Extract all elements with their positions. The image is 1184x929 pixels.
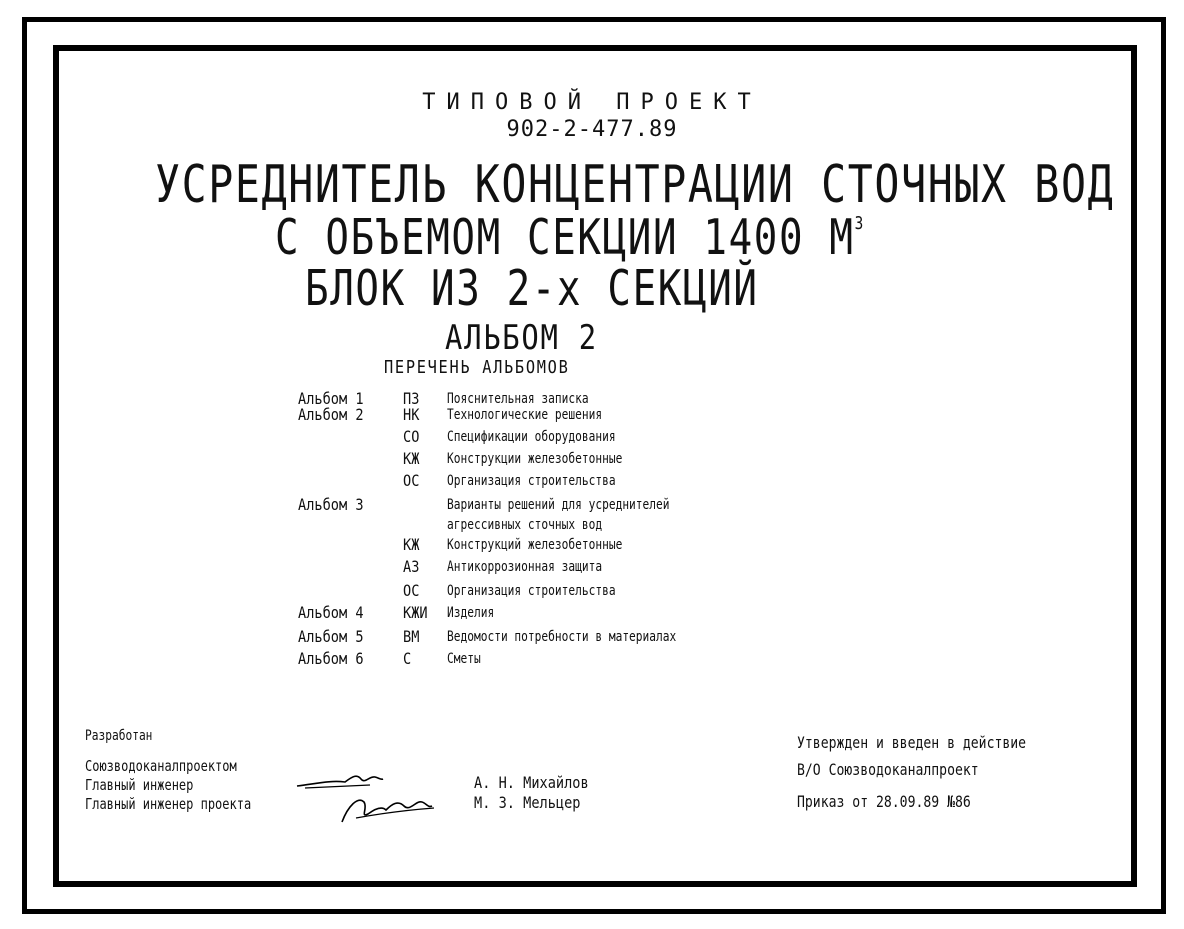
album-item-name: Организация строительства (447, 473, 616, 489)
album-label: Альбом 2 (298, 405, 364, 424)
album-code: С (403, 649, 412, 668)
album-label: Альбом 3 (298, 495, 364, 514)
title-line-2-text: С ОБЪЕМОМ СЕКЦИИ 1400 М (275, 209, 855, 266)
album-code: СО (403, 427, 420, 446)
album-item-name: Антикоррозионная защита (447, 559, 603, 575)
chief-project-engineer-title: Главный инженер проекта (85, 795, 252, 813)
album-code: ВМ (403, 627, 420, 646)
album-code: НК (403, 405, 420, 424)
album-code: КЖ (403, 449, 420, 468)
album-item-name: Ведомости потребности в материалах (447, 629, 677, 645)
album-item-name: Изделия (447, 605, 495, 621)
album-code: АЗ (403, 557, 420, 576)
album-item-name: Сметы (447, 651, 481, 667)
album-item-name: Конструкций железобетонные (447, 537, 623, 553)
album-label: Альбом 6 (298, 649, 364, 668)
title-line-1: УСРЕДНИТЕЛЬ КОНЦЕНТРАЦИИ СТОЧНЫХ ВОД (155, 155, 1115, 215)
signature-chief-project-engineer (338, 788, 438, 828)
approval-line-3: Приказ от 28.09.89 №86 (797, 792, 971, 811)
developer-organization: Союзводоканалпроектом (85, 757, 237, 775)
approval-line-2: В/О Союзводоканалпроект (797, 760, 979, 779)
title-line-2 (275, 209, 865, 266)
chief-project-engineer-name: М. З. Мельцер (474, 793, 581, 812)
album-code: ОС (403, 581, 420, 600)
album-code: ПЗ (403, 389, 420, 408)
album-label: Альбом 4 (298, 603, 364, 622)
project-code: 902-2-477.89 (506, 117, 678, 142)
album-item-name: Конструкции железобетонные (447, 451, 623, 467)
album-list-title: ПЕРЕЧЕНЬ АЛЬБОМОВ (384, 357, 570, 378)
chief-engineer-name: А. Н. Михайлов (474, 773, 589, 792)
album-label: Альбом 5 (298, 627, 364, 646)
album-item-name: агрессивных сточных вод (447, 517, 603, 533)
album-list (0, 384, 1184, 684)
chief-engineer-title: Главный инженер (85, 776, 194, 794)
album-code: ОС (403, 471, 420, 490)
album-title: АЛЬБОМ 2 (445, 318, 598, 358)
developer-label: Разработан (85, 728, 153, 744)
album-item-name: Организация строительства (447, 583, 616, 599)
project-kind: ТИПОВОЙ ПРОЕКТ (422, 90, 762, 115)
approval-line-1: Утвержден и введен в действие (797, 733, 1027, 752)
album-item-name: Варианты решений для усреднителей (447, 497, 670, 513)
title-line-2-superscript: 3 (854, 213, 865, 234)
album-item-name: Пояснительная записка (447, 391, 589, 407)
album-code: КЖ (403, 535, 420, 554)
title-line-3: БЛОК ИЗ 2-х СЕКЦИЙ (305, 260, 759, 317)
album-code: КЖИ (403, 603, 428, 622)
album-item-name: Технологические решения (447, 407, 603, 423)
album-item-name: Спецификации оборудования (447, 429, 616, 445)
album-label: Альбом 1 (298, 389, 364, 408)
